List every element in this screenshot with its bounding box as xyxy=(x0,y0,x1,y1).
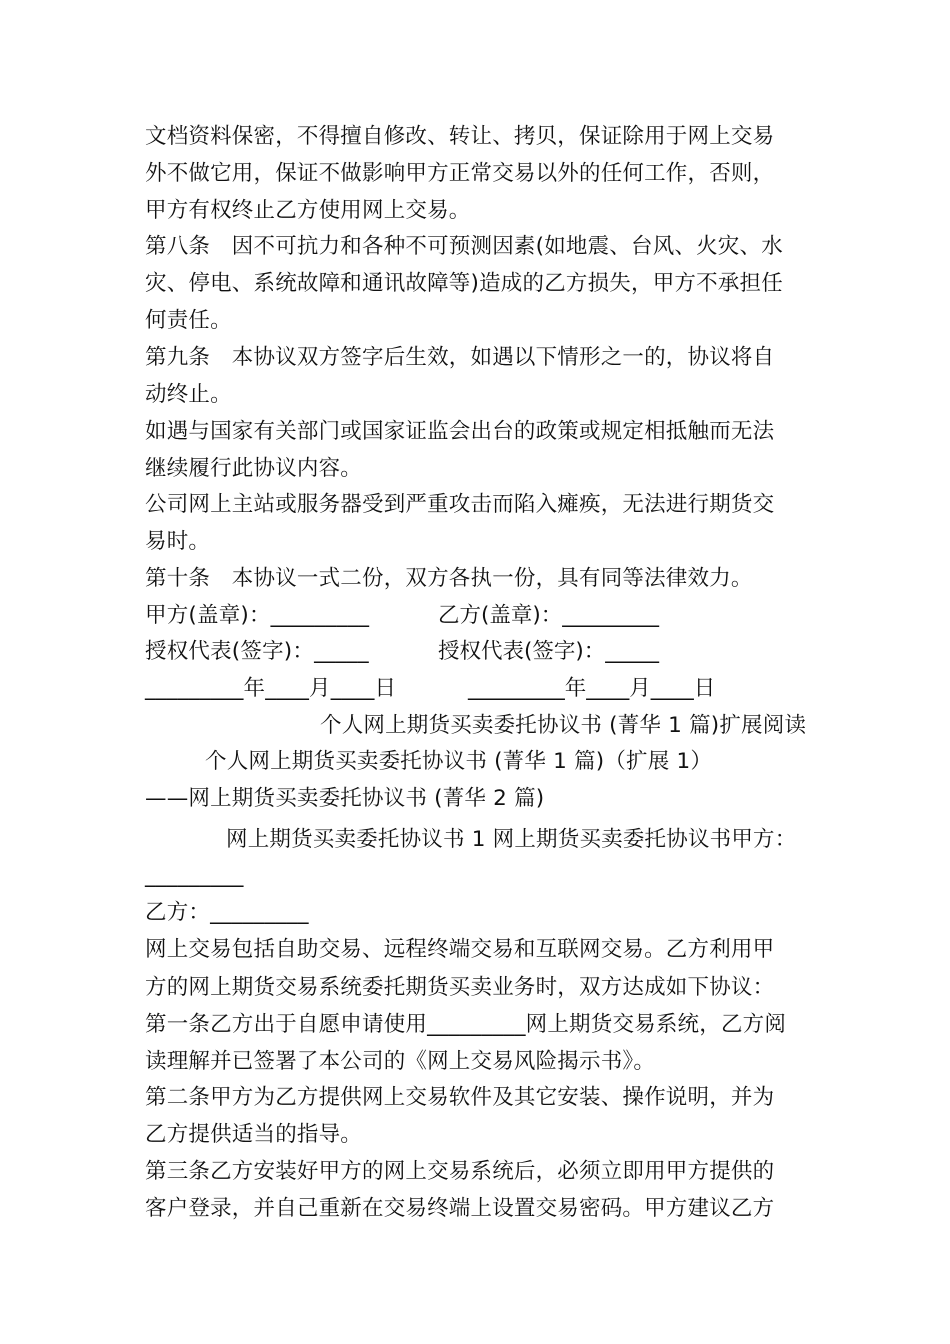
paragraph-line: 公司网上主站或服务器受到严重攻击而陷入瘫痪，无法进行期货交 xyxy=(145,492,775,517)
article-8-line: 第八条 因不可抗力和各种不可预测因素(如地震、台风、火灾、水 xyxy=(145,234,783,259)
party-b-line: 乙方：_________ xyxy=(145,900,309,925)
paragraph-line: 如遇与国家有关部门或国家证监会出台的政策或规定相抵触而无法 xyxy=(145,419,775,444)
article-2-line: 第二条甲方为乙方提供网上交易软件及其它安装、操作说明，并为 xyxy=(145,1085,775,1110)
paragraph-line: 何责任。 xyxy=(145,308,232,333)
paragraph-line: 灾、停电、系统故障和通讯故障等)造成的乙方损失，甲方不承担任 xyxy=(145,271,783,296)
party-b-date: _________年____月____日 xyxy=(468,676,716,701)
paragraph-line: 继续履行此协议内容。 xyxy=(145,456,363,481)
extension-heading: 个人网上期货买卖委托协议书 (菁华 1 篇)扩展阅读 xyxy=(320,713,807,738)
article-1-line: 第一条乙方出于自愿申请使用_________网上期货交易系统，乙方阅 xyxy=(145,1012,787,1037)
paragraph-line: 方的网上期货交易系统委托期货买卖业务时，双方达成如下协议： xyxy=(145,975,775,1000)
party-a-seal: 甲方(盖章)：_________ xyxy=(145,603,370,628)
party-a-representative: 授权代表(签字)：_____ xyxy=(145,639,369,664)
extension-subheading: 个人网上期货买卖委托协议书 (菁华 1 篇)（扩展 1） xyxy=(205,749,713,774)
party-a-date: _________年____月____日 xyxy=(145,676,397,701)
article-10-line: 第十条 本协议一式二份，双方各执一份，具有同等法律效力。 xyxy=(145,566,753,591)
paragraph-line: 文档资料保密，不得擅自修改、转让、拷贝，保证除用于网上交易 xyxy=(145,124,775,149)
paragraph-line: 动终止。 xyxy=(145,382,232,407)
party-a-blank: _________ xyxy=(145,863,244,888)
extension-title: ——网上期货买卖委托协议书 (菁华 2 篇) xyxy=(145,786,545,811)
paragraph-line: 客户登录，并自己重新在交易终端上设置交易密码。甲方建议乙方 xyxy=(145,1196,775,1221)
paragraph-line: 易时。 xyxy=(145,529,211,554)
article-9-line: 第九条 本协议双方签字后生效，如遇以下情形之一的，协议将自 xyxy=(145,345,775,370)
party-b-seal: 乙方(盖章)：_________ xyxy=(438,603,660,628)
paragraph-line: 甲方有权终止乙方使用网上交易。 xyxy=(145,198,471,223)
paragraph-line: 网上交易包括自助交易、远程终端交易和互联网交易。乙方利用甲 xyxy=(145,937,775,962)
article-3-line: 第三条乙方安装好甲方的网上交易系统后，必须立即用甲方提供的 xyxy=(145,1159,775,1184)
party-b-representative: 授权代表(签字)：_____ xyxy=(438,639,660,664)
paragraph-line: 乙方提供适当的指导。 xyxy=(145,1122,363,1147)
intro-line: 网上期货买卖委托协议书 1 网上期货买卖委托协议书甲方： xyxy=(226,827,797,852)
paragraph-line: 读理解并已签署了本公司的《网上交易风险揭示书》。 xyxy=(145,1049,656,1074)
paragraph-line: 外不做它用，保证不做影响甲方正常交易以外的任何工作，否则， xyxy=(145,161,775,186)
